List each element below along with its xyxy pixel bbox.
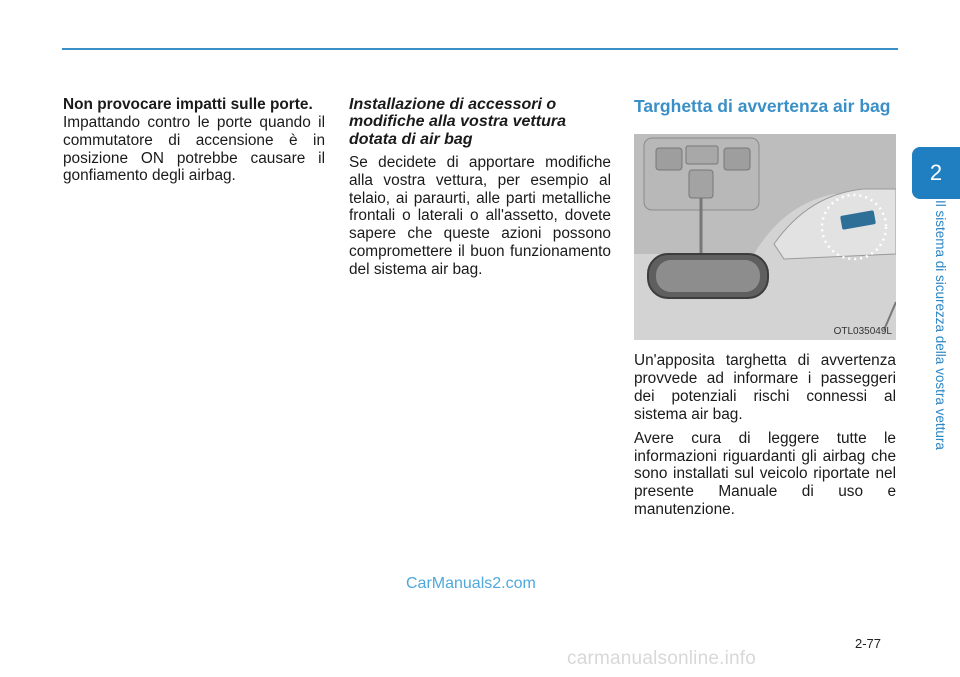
column-3 <box>634 96 896 525</box>
read-manual-text: Avere cura di leggere tutte le informazioni riguardanti gli airbag che sono installati sul veicolo riportate nel presente Manuale di uso e manutenzione. <box>634 429 896 519</box>
impact-warning-heading: Non provocare impatti sulle porte. <box>63 96 313 113</box>
airbag-label-illustration <box>634 134 896 340</box>
figure-code: OTL035049L <box>833 325 892 337</box>
header-rule <box>62 48 898 50</box>
column-1 <box>63 96 325 191</box>
section-title: Targhetta di avvertenza air bag <box>634 96 891 116</box>
watermark-carmanualsonline: carmanualsonline.info <box>567 648 757 669</box>
chapter-number-tab: 2 <box>912 147 960 199</box>
chapter-title: Il sistema di sicurezza della vostra vettura <box>933 200 948 450</box>
label-info-text: Un'apposita targhetta di avvertenza provvede ad informare i passeggeri dei potenziali rischi connessi al sistema air bag. <box>634 352 896 423</box>
impact-warning-text: Impattando contro le porte quando il commutatore di accensione è in posizione ON potrebbe causare il gonfiamento degli airbag. <box>63 113 325 185</box>
accessories-text: Se decidete di apportare modifiche alla vostra vettura, per esempio al telaio, ai paraurti, alle parti metalliche frontali o laterali o all'assetto, dovete sapere che queste azioni possono compromettere il buon funzionamento del sistema air bag. <box>349 153 611 278</box>
watermark-carmanuals2: CarManuals2.com <box>406 575 536 592</box>
accessories-heading: Installazione di accessori o modifiche alla vostra vettura dotata di air bag <box>349 96 566 148</box>
car-interior-drawing <box>634 134 896 340</box>
column-2 <box>349 96 611 285</box>
page-number: 2-77 <box>855 636 882 651</box>
